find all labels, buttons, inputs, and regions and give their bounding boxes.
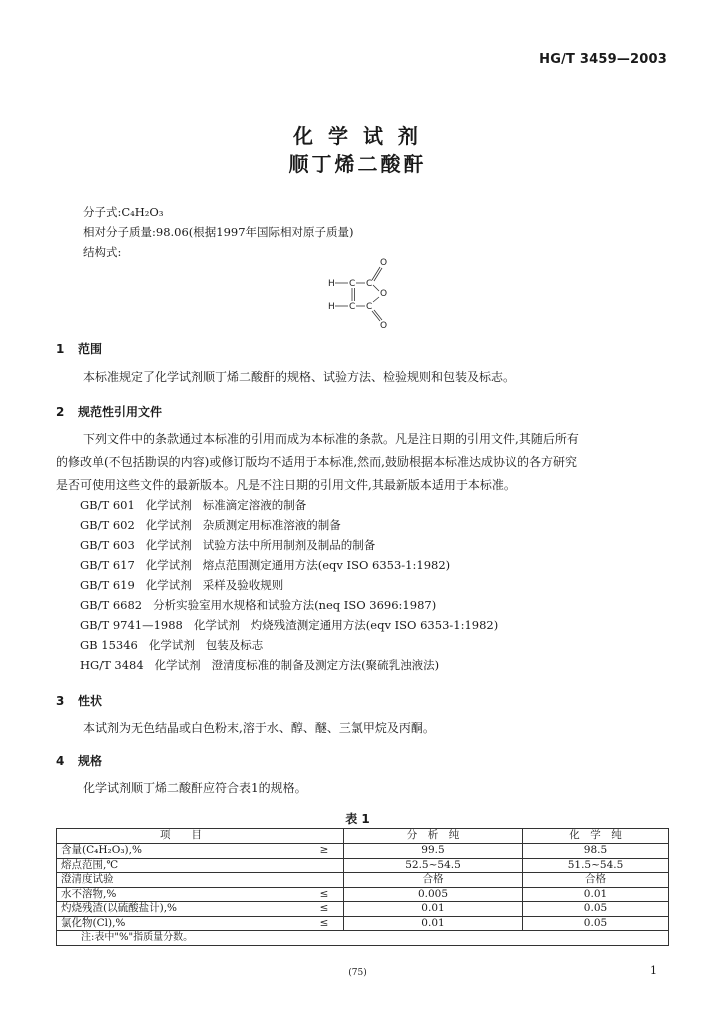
section-number: 1 (56, 342, 65, 356)
reference-item: GB/T 601 化学试剂 标准滴定溶液的制备 (80, 498, 307, 512)
table-row (57, 916, 669, 931)
table-header-blank (305, 829, 344, 844)
normref-paragraph-line2: 的修改单(不包括勘误的内容)或修订版均不适用于本标准,然而,鼓励根据本标准达成协议的各方研究 (56, 455, 577, 469)
normref-paragraph-line3: 是否可使用这些文件的最新版本。凡是不注日期的引用文件,其最新版本适用于本标准。 (56, 478, 516, 492)
table-row (57, 873, 669, 888)
table-cell-ar: 0.01 (344, 902, 523, 917)
table-cell-ar: 0.01 (344, 916, 523, 931)
table-note: 注:表中"%"指质量分数。 (57, 931, 669, 946)
reference-item: GB 15346 化学试剂 包装及标志 (80, 638, 264, 652)
reference-item: GB/T 603 化学试剂 试验方法中所用制剂及制品的制备 (80, 538, 376, 552)
table-cell-operator (305, 858, 344, 873)
table-row (57, 887, 669, 902)
table-cell-operator: ≤ (305, 916, 344, 931)
section-heading-normative-references (56, 403, 162, 420)
table-cell-ar: 0.005 (344, 887, 523, 902)
reference-item: GB/T 619 化学试剂 采样及验收规则 (80, 578, 284, 592)
reference-item: GB/T 602 化学试剂 杂质测定用标准溶液的制备 (80, 518, 341, 532)
table-cell-cp: 0.05 (523, 916, 669, 931)
table-row (57, 858, 669, 873)
scope-paragraph: 本标准规定了化学试剂顺丁烯二酸酐的规格、试验方法、检验规则和包装及标志。 (83, 370, 516, 384)
document-title-line2: 顺丁烯二酸酐 (288, 152, 427, 176)
table-header-row (57, 829, 669, 844)
specification-paragraph: 化学试剂顺丁烯二酸酐应符合表1的规格。 (83, 781, 307, 795)
molecular-formula: 分子式:C₄H₂O₃ (83, 205, 164, 219)
table-cell-cp: 合格 (523, 873, 669, 888)
table-cell-ar: 52.5~54.5 (344, 858, 523, 873)
section-heading-properties (56, 692, 102, 709)
table-caption: 表 1 (345, 812, 370, 826)
structure-carbon-4: C (366, 302, 373, 312)
structure-carbon-2: C (366, 279, 373, 289)
table-row (57, 844, 669, 859)
page-number: 1 (650, 964, 657, 977)
table-cell-item: 氯化物(Cl),% (57, 916, 306, 931)
table-header-cp-grade: 化 学 纯 (523, 829, 669, 844)
structure-hydrogen-2: H (328, 302, 335, 312)
section-number: 4 (56, 754, 65, 768)
document-title-line1: 化 学 试 剂 (293, 124, 422, 148)
standard-code: HG/T 3459—2003 (539, 52, 667, 67)
normref-paragraph-line1: 下列文件中的条款通过本标准的引用而成为本标准的条款。凡是注日期的引用文件,其随后所有 (83, 432, 579, 446)
page-footer-number: (75) (348, 968, 367, 978)
section-title: 性状 (78, 694, 103, 708)
table-header-item: 项 目 (57, 829, 306, 844)
section-number: 2 (56, 405, 65, 419)
reference-item: GB/T 617 化学试剂 熔点范围测定通用方法(eqv ISO 6353-1:1982) (80, 558, 451, 572)
structural-formula (318, 255, 398, 335)
table-cell-operator (305, 873, 344, 888)
structure-carbon-3: C (349, 302, 356, 312)
table-header-ar-grade: 分 析 纯 (344, 829, 523, 844)
table-cell-cp: 0.05 (523, 902, 669, 917)
table-cell-item: 含量(C₄H₂O₃),% (57, 844, 306, 859)
table-cell-item: 熔点范围,℃ (57, 858, 306, 873)
structure-bonds (335, 267, 382, 321)
table-cell-item: 水不溶物,% (57, 887, 306, 902)
table-row (57, 902, 669, 917)
reference-item: GB/T 6682 分析实验室用水规格和试验方法(neq ISO 3696:1987) (80, 598, 437, 612)
table-cell-operator: ≤ (305, 902, 344, 917)
structure-oxygen-bottom: O (380, 321, 388, 331)
table-cell-item: 澄清度试验 (57, 873, 306, 888)
reference-item: GB/T 9741—1988 化学试剂 灼烧残渣测定通用方法(eqv ISO 6353-1:1982) (80, 618, 499, 632)
structure-oxygen-top: O (380, 258, 388, 268)
structure-hydrogen-1: H (328, 279, 335, 289)
properties-paragraph: 本试剂为无色结晶或白色粉末,溶于水、醇、醚、三氯甲烷及丙酮。 (83, 721, 435, 735)
table-cell-ar: 99.5 (344, 844, 523, 859)
reference-item: HG/T 3484 化学试剂 澄清度标准的制备及测定方法(聚硫乳浊液法) (80, 658, 440, 672)
section-number: 3 (56, 694, 65, 708)
specification-table (56, 828, 669, 946)
structure-oxygen-ring: O (380, 289, 388, 299)
table-cell-item: 灼烧残渣(以硫酸盐计),% (57, 902, 306, 917)
molecular-mass: 相对分子质量:98.06(根据1997年国际相对原子质量) (83, 225, 354, 239)
section-title: 规范性引用文件 (78, 405, 163, 419)
section-title: 规格 (78, 754, 103, 768)
table-cell-cp: 51.5~54.5 (523, 858, 669, 873)
table-cell-operator: ≥ (305, 844, 344, 859)
table-cell-cp: 98.5 (523, 844, 669, 859)
table-cell-ar: 合格 (344, 873, 523, 888)
table-cell-cp: 0.01 (523, 887, 669, 902)
table-note-row (57, 931, 669, 946)
structure-label: 结构式: (83, 245, 122, 259)
section-heading-specification (56, 752, 102, 769)
section-title: 范围 (78, 342, 103, 356)
structure-carbon-1: C (349, 279, 356, 289)
section-heading-scope (56, 340, 102, 357)
table-cell-operator: ≤ (305, 887, 344, 902)
